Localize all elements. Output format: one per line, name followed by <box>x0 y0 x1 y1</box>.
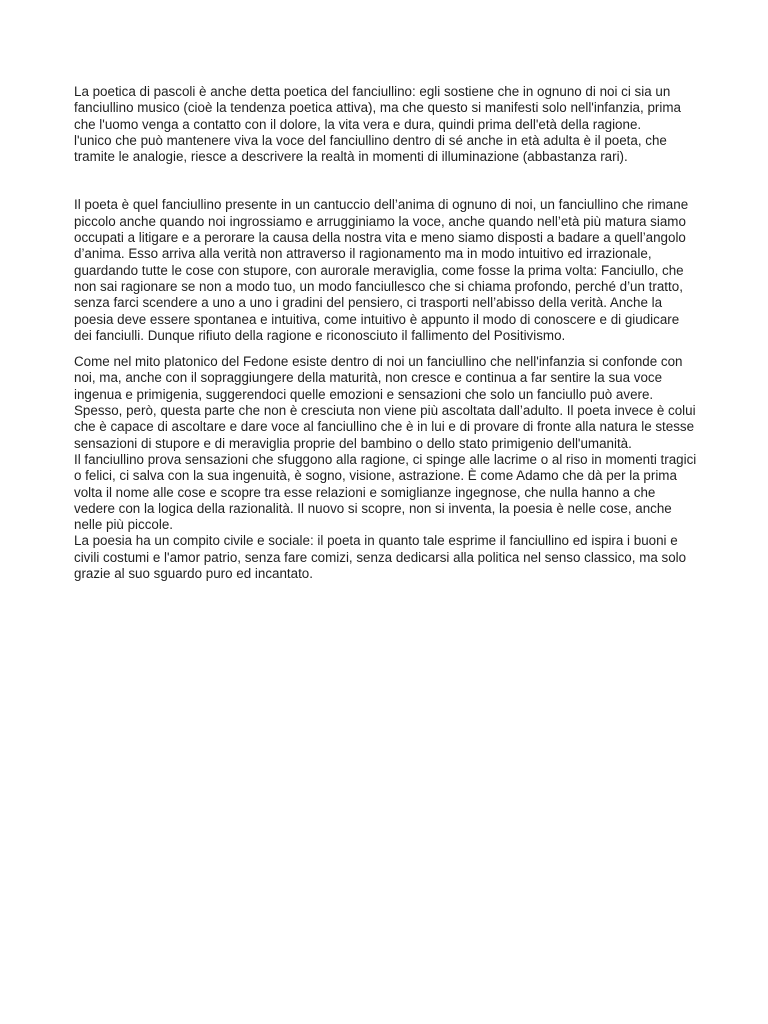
intro-paragraph: La poetica di pascoli è anche detta poetica del fanciullino: egli sostiene che in ognuno di noi ci sia un fanciullino musico (cioè la tendenza poetica attiva), ma che questo si manifesti solo nell'infanzia, prima che l'uomo venga a contatto con il dolore, la vita vera e dura, quindi prima dell'età della ragione. <box>74 84 681 132</box>
body-paragraph: Il fanciullino prova sensazioni che sfuggono alla ragione, ci spinge alle lacrime o al riso in momenti tragici o felici, ci salva con la sua ingenuità, è sogno, visione, astrazione. È come Adamo che dà per la prima volta il nome alle cose e scopre tra esse relazioni e somiglianze ingegnose, che nulla hanno a che vedere con la logica della razionalità. Il nuovo si scopre, non si inventa, la poesia è nelle cose, anche nelle più piccole. <box>74 451 697 533</box>
intro-section <box>74 84 700 165</box>
body-paragraph: Spesso, però, questa parte che non è cresciuta non viene più ascoltata dall’adulto. Il poeta invece è colui che è capace di ascoltare e dare voce al fanciullino che è in lui e di provare di fronte alla natura le stesse sensazioni di stupore e di meraviglia proprie del bambino o dello stato primigenio dell'umanità. <box>74 403 696 451</box>
body-paragraph: Il poeta è quel fanciullino presente in un cantuccio dell’anima di ognuno di noi, un fanciullino che rimane piccolo anche quando noi ingrossiamo e arrugginiamo la voce, anche quando nell’età più matura siamo occupati a litigare e a perorare la causa della nostra vita e meno siamo disposti a badare a quell’angolo d’anima. Esso arriva alla verità non attraverso il ragionamento ma in modo intuitivo ed irrazionale, guardando tutte le cose con stupore, con aurorale meraviglia, come fosse la prima volta: Fanciullo, che non sai ragionare se non a modo tuo, un modo fanciullesco che si chiama profondo, perché d’un tratto, senza farci scendere a uno a uno i gradini del pensiero, ci trasporti nell’abisso della verità. Anche la poesia deve essere spontanea e intuitiva, come intuitivo è appunto il modo di conoscere e di giudicare dei fanciulli. Dunque rifiuto della ragione e riconosciuto il fallimento del Positivismo. <box>74 197 689 343</box>
body-paragraph: Come nel mito platonico del Fedone esiste dentro di noi un fanciullino che nell'infanzia si confonde con noi, ma, anche con il sopraggiungere della maturità, non cresce e continua a far sentire la sua voce ingenua e primigenia, suggerendoci quelle emozioni e sensazioni che solo un fanciullo può avere. <box>74 354 683 402</box>
fanciullino-section <box>74 197 700 344</box>
fedone-section <box>74 354 700 582</box>
document-page <box>74 84 700 582</box>
intro-paragraph: l'unico che può mantenere viva la voce del fanciullino dentro di sé anche in età adulta è il poeta, che tramite le analogie, riesce a descrivere la realtà in momenti di illuminazione (abbastanza rari). <box>74 132 667 165</box>
body-paragraph: La poesia ha un compito civile e sociale: il poeta in quanto tale esprime il fanciullino ed ispira i buoni e civili costumi e l'amor patrio, senza fare comizi, senza dedicarsi alla politica nel senso classico, ma solo grazie al suo sguardo puro ed incantato. <box>74 533 687 582</box>
